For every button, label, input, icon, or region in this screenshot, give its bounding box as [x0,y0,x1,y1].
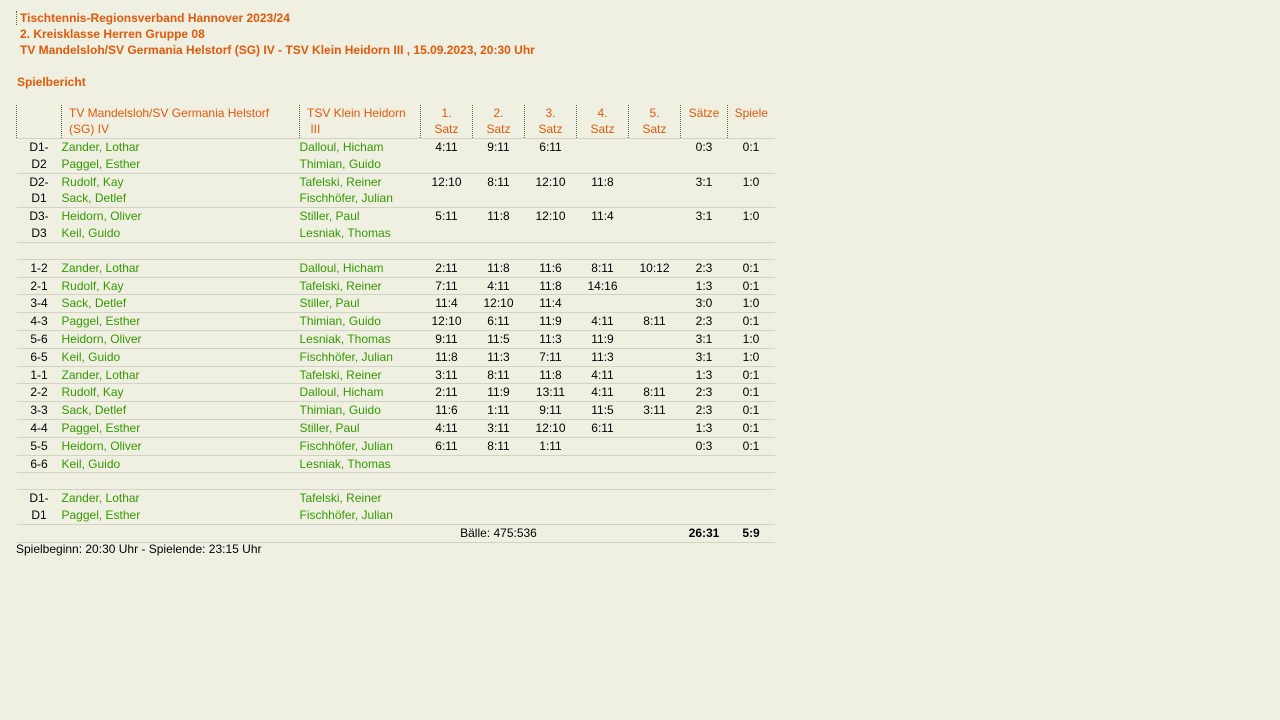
sets-result: 2:3 [681,259,728,277]
guest-player[interactable]: Tafelski, Reiner [300,173,421,190]
guest-player[interactable]: Fischhöfer, Julian [299,191,393,206]
guest-player[interactable]: Lesniak, Thomas [299,225,391,240]
sets-result: 1:3 [681,277,728,295]
set-score: 4:11 [577,366,629,384]
sets-result: 2:3 [681,402,728,420]
guest-player[interactable]: Fischhöfer, Julian [299,508,393,523]
set-score: 4:11 [473,277,525,295]
set-score: 11:8 [525,366,577,384]
set-score: 11:5 [577,402,629,420]
guest-player[interactable]: Dalloul, Hicham [300,139,421,156]
set-score: 12:10 [525,208,577,225]
set-score: 11:3 [473,348,525,366]
totals-spacer [577,524,681,542]
set-score [629,277,681,295]
doubles-position: D1 [31,191,47,206]
singles-position: 6-6 [17,455,62,473]
sets-result: 0:3 [681,139,728,156]
empty-cell [577,507,629,524]
home-player[interactable]: Heidorn, Oliver [62,208,300,225]
set-score: 10:12 [629,259,681,277]
empty-cell [525,490,577,507]
set-score: 7:11 [525,348,577,366]
set-score: 8:11 [473,366,525,384]
set-score: 11:4 [577,208,629,225]
set-score: 8:11 [629,313,681,331]
guest-player[interactable]: Lesniak, Thomas [300,330,421,348]
set2-header: 2. Satz [473,105,525,139]
singles-position: 3-3 [17,402,62,420]
league-title: Tischtennis-Regionsverband Hannover 2023/24 [16,10,290,26]
match-result: 1:0 [728,295,775,313]
totals-spacer [17,524,421,542]
singles-row [17,348,775,366]
match-result: 0:1 [728,277,775,295]
match-result: 1:0 [728,208,775,225]
guest-player[interactable]: Tafelski, Reiner [300,490,421,507]
sets-result: 0:3 [681,437,728,455]
home-player[interactable]: Paggel, Esther [62,313,300,331]
guest-player[interactable]: Stiller, Paul [300,208,421,225]
sets-result: 1:3 [681,366,728,384]
singles-row [17,437,775,455]
sets-result: 2:3 [681,313,728,331]
empty-cell [728,156,775,173]
doubles-position: D2- [17,173,62,190]
singles-position: 6-5 [17,348,62,366]
sets-total: 26:31 [681,524,728,542]
match-result: 0:1 [728,313,775,331]
set-score [629,437,681,455]
balls-total: Bälle: 475:536 [421,524,577,542]
sets-result: 3:1 [681,208,728,225]
empty-cell [577,190,629,207]
empty-cell [629,156,681,173]
doubles-row [17,208,775,225]
doubles-row-partner [17,225,775,242]
guest-player[interactable]: Stiller, Paul [300,295,421,313]
sets-result: 3:1 [681,330,728,348]
empty-cell [525,190,577,207]
home-player[interactable]: Rudolf, Kay [62,173,300,190]
set-score: 11:4 [525,295,577,313]
table-header [17,105,775,139]
set-score: 11:9 [525,313,577,331]
empty-cell [473,507,525,524]
final-doubles-row-partner [17,507,775,524]
empty-cell [577,225,629,242]
set-score [577,455,629,473]
set-score [629,139,681,156]
home-player[interactable]: Paggel, Esther [61,156,141,171]
guest-player[interactable]: Tafelski, Reiner [300,277,421,295]
singles-row [17,295,775,313]
home-player[interactable]: Rudolf, Kay [62,277,300,295]
set-score: 6:11 [525,139,577,156]
home-player[interactable]: Zander, Lothar [62,366,300,384]
set-score: 11:4 [421,295,473,313]
set-score [629,173,681,190]
home-player[interactable]: Heidorn, Oliver [62,437,300,455]
set-score [629,208,681,225]
doubles-row-partner [17,190,775,207]
sets-result: 3:1 [681,173,728,190]
home-player[interactable]: Keil, Guido [62,455,300,473]
guest-player[interactable]: Fischhöfer, Julian [300,437,421,455]
match-times: Spielbeginn: 20:30 Uhr - Spielende: 23:15 Uhr [16,542,262,556]
empty-cell [473,156,525,173]
set-score: 5:11 [421,208,473,225]
set-score: 4:11 [577,384,629,402]
singles-row [17,366,775,384]
guest-player[interactable]: Dalloul, Hicham [300,384,421,402]
guest-player[interactable]: Stiller, Paul [300,419,421,437]
set-score [525,455,577,473]
empty-cell [629,490,681,507]
sets-result: 1:3 [681,419,728,437]
match-result: 1:0 [728,173,775,190]
guest-player[interactable]: Thimian, Guido [299,156,381,171]
set-score: 3:11 [473,419,525,437]
group-title: 2. Kreisklasse Herren Gruppe 08 [20,27,205,41]
set-score: 12:10 [525,173,577,190]
match-result: 0:1 [728,402,775,420]
set-score: 8:11 [629,384,681,402]
singles-row [17,402,775,420]
singles-position: 4-3 [17,313,62,331]
set-score: 6:11 [421,437,473,455]
set-score: 11:8 [421,348,473,366]
set-score: 8:11 [473,173,525,190]
sets-result [681,455,728,473]
set-score [421,455,473,473]
singles-position: 5-6 [17,330,62,348]
set-score: 11:8 [525,277,577,295]
singles-row [17,259,775,277]
set-score: 12:10 [421,173,473,190]
empty-cell [681,490,728,507]
guest-team-header: TSV Klein Heidorn III [300,105,421,139]
home-player[interactable]: Keil, Guido [61,225,121,240]
set-score: 4:11 [421,419,473,437]
home-player[interactable]: Zander, Lothar [62,490,300,507]
empty-cell [728,490,775,507]
empty-cell [525,156,577,173]
singles-row [17,277,775,295]
singles-position: 2-1 [17,277,62,295]
set-score: 11:5 [473,330,525,348]
singles-position: 1-1 [17,366,62,384]
set-score: 11:8 [473,208,525,225]
home-player[interactable]: Heidorn, Oliver [62,330,300,348]
guest-player[interactable]: Tafelski, Reiner [300,366,421,384]
set-score: 11:8 [577,173,629,190]
guest-player[interactable]: Fischhöfer, Julian [300,348,421,366]
empty-cell [473,225,525,242]
sets-result: 3:0 [681,295,728,313]
empty-cell [421,225,473,242]
empty-cell [728,190,775,207]
singles-row [17,419,775,437]
set-score: 14:16 [577,277,629,295]
empty-cell [421,507,473,524]
set-score [577,437,629,455]
separator-cell [17,473,775,490]
set-score [629,419,681,437]
singles-row [17,455,775,473]
match-result: 0:1 [728,366,775,384]
separator-row [17,242,775,259]
match-result: 1:0 [728,348,775,366]
set-score: 9:11 [421,330,473,348]
home-team-header: TV Mandelsloh/SV Germania Helstorf (SG) IV [62,105,300,139]
empty-cell [525,225,577,242]
empty-cell [629,190,681,207]
match-result: 0:1 [728,259,775,277]
set-score [577,139,629,156]
set1-header: 1. Satz [421,105,473,139]
pos-header [17,105,62,139]
set-score: 11:3 [525,330,577,348]
singles-position: 5-5 [17,437,62,455]
set-score: 8:11 [473,437,525,455]
set-score: 11:3 [577,348,629,366]
set-score: 11:8 [473,259,525,277]
set-score: 12:10 [473,295,525,313]
set5-header: 5. Satz [629,105,681,139]
singles-position: 3-4 [17,295,62,313]
set-score [577,295,629,313]
empty-cell [681,190,728,207]
saetze-header: Sätze [681,105,728,139]
set-score: 9:11 [525,402,577,420]
set-score: 6:11 [473,313,525,331]
set4-header: 4. Satz [577,105,629,139]
match-result: 0:1 [728,139,775,156]
final-doubles-row [17,490,775,507]
set-score: 11:6 [421,402,473,420]
home-player[interactable]: Zander, Lothar [62,259,300,277]
matches-total: 5:9 [728,524,775,542]
doubles-position: D1- [17,490,62,507]
empty-cell [728,507,775,524]
singles-position: 1-2 [17,259,62,277]
set-score [473,455,525,473]
guest-player[interactable]: Lesniak, Thomas [300,455,421,473]
home-player[interactable]: Sack, Detlef [62,295,300,313]
set-score: 11:9 [473,384,525,402]
set-score: 1:11 [525,437,577,455]
set3-header: 3. Satz [525,105,577,139]
singles-row [17,384,775,402]
set-score: 12:10 [421,313,473,331]
set-score: 2:11 [421,384,473,402]
section-title: Spielbericht [17,75,86,89]
home-player[interactable]: Paggel, Esther [61,508,141,523]
guest-player[interactable]: Thimian, Guido [300,313,421,331]
set-score [629,330,681,348]
singles-position: 4-4 [17,419,62,437]
empty-cell [629,507,681,524]
match-result: 0:1 [728,419,775,437]
set-score: 3:11 [421,366,473,384]
empty-cell [577,490,629,507]
empty-cell [681,156,728,173]
empty-cell [577,156,629,173]
set-score: 13:11 [525,384,577,402]
separator-row [17,473,775,490]
doubles-position: D2 [31,156,47,171]
doubles-row-partner [17,156,775,173]
doubles-position: D1 [31,508,47,523]
home-player[interactable]: Keil, Guido [62,348,300,366]
home-player[interactable]: Paggel, Esther [62,419,300,437]
set-score [629,295,681,313]
totals-row [17,524,775,542]
empty-cell [681,225,728,242]
set-score: 12:10 [525,419,577,437]
doubles-row [17,139,775,156]
doubles-position: D3- [17,208,62,225]
home-player[interactable]: Sack, Detlef [61,191,127,206]
set-score: 3:11 [629,402,681,420]
set-score [629,366,681,384]
empty-cell [681,507,728,524]
singles-position: 2-2 [17,384,62,402]
set-score: 1:11 [473,402,525,420]
set-score: 2:11 [421,259,473,277]
empty-cell [629,225,681,242]
set-score: 8:11 [577,259,629,277]
match-result: 0:1 [728,384,775,402]
doubles-position: D1- [17,139,62,156]
set-score: 7:11 [421,277,473,295]
set-score: 4:11 [421,139,473,156]
sets-result: 3:1 [681,348,728,366]
empty-cell [525,507,577,524]
set-score: 4:11 [577,313,629,331]
guest-player[interactable]: Thimian, Guido [300,402,421,420]
doubles-row [17,173,775,190]
empty-cell [473,190,525,207]
empty-cell [421,190,473,207]
sets-result: 2:3 [681,384,728,402]
set-score [629,348,681,366]
match-report-table [16,105,775,543]
separator-cell [17,242,775,259]
match-title: TV Mandelsloh/SV Germania Helstorf (SG) IV - TSV Klein Heidorn III , 15.09.2023, 20:30 Uhr [20,43,535,57]
singles-row [17,330,775,348]
guest-player[interactable]: Dalloul, Hicham [300,259,421,277]
spiele-header: Spiele [728,105,775,139]
set-score: 6:11 [577,419,629,437]
home-player[interactable]: Sack, Detlef [62,402,300,420]
home-player[interactable]: Rudolf, Kay [62,384,300,402]
empty-cell [421,490,473,507]
match-result: 0:1 [728,437,775,455]
singles-row [17,313,775,331]
set-score [629,455,681,473]
empty-cell [473,490,525,507]
set-score: 9:11 [473,139,525,156]
set-score: 11:6 [525,259,577,277]
set-score: 11:9 [577,330,629,348]
match-result [728,455,775,473]
home-player[interactable]: Zander, Lothar [62,139,300,156]
match-result: 1:0 [728,330,775,348]
empty-cell [421,156,473,173]
doubles-position: D3 [31,225,47,240]
empty-cell [728,225,775,242]
